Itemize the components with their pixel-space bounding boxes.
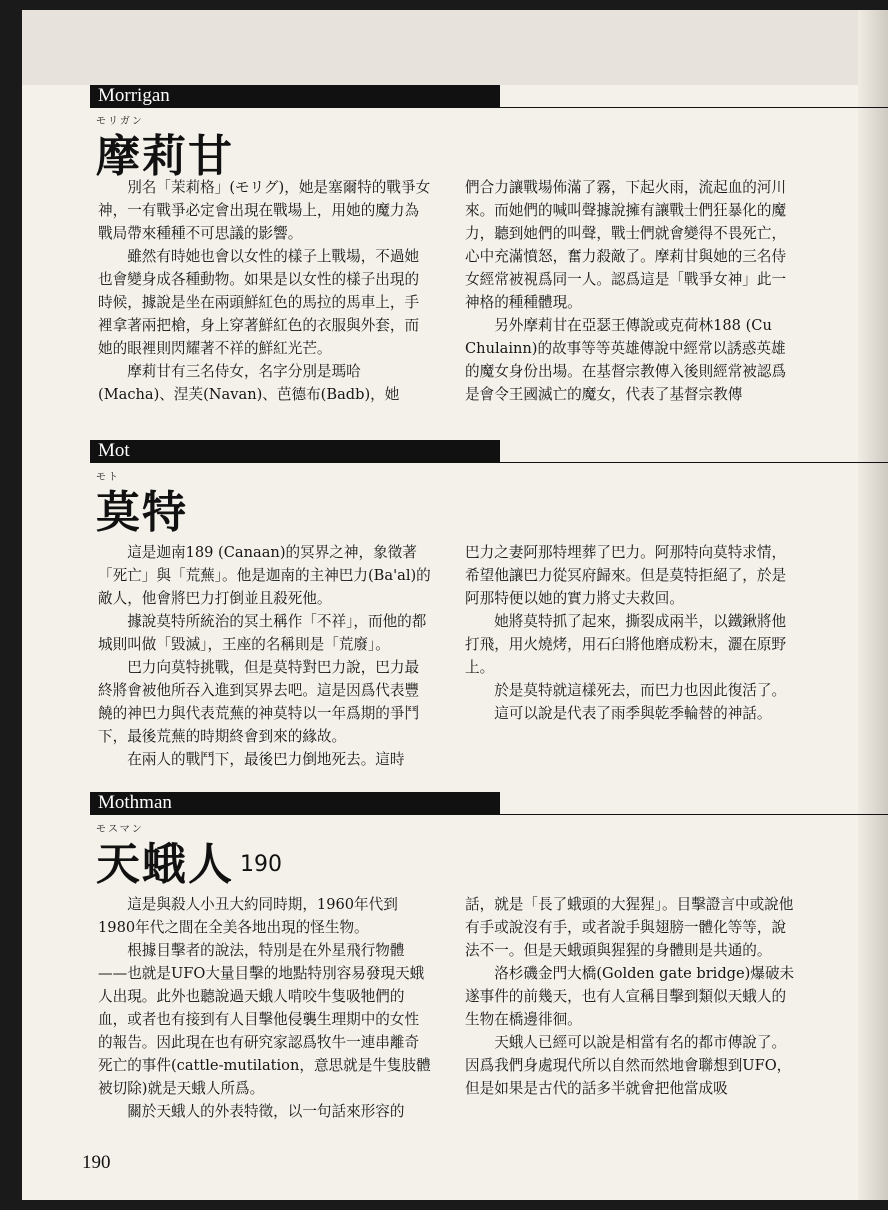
paragraph: 摩莉甘有三名侍女，名字分別是瑪哈(Macha)、涅芙(Navan)、芭德布(Badb)，她 bbox=[98, 363, 400, 403]
left-column bbox=[98, 176, 432, 406]
entry-heading-bar bbox=[90, 440, 500, 462]
paragraph: 另外摩莉甘在亞瑟王傳說或克荷林188 (Cu Chulainn)的故事等等英雄傳說中經常以誘惑英雄的魔女身份出場。在基督宗教傳入後則經常被認爲是會令王國滅亡的魔女，代表了基督宗教傳 bbox=[465, 317, 787, 403]
paragraph: 別名「茉莉格」(モリグ)，她是塞爾特的戰爭女神，一有戰爭必定會出現在戰場上，用她的魔力為戰局帶來種種不可思議的影響。 bbox=[98, 179, 431, 242]
page-gutter-shadow bbox=[858, 10, 888, 1200]
left-column bbox=[98, 893, 432, 1123]
paragraph: 這是與殺人小丑大約同時期，1960年代到1980年代之間在全美各地出現的怪生物。 bbox=[98, 896, 398, 936]
entry-heading-bar bbox=[90, 792, 500, 814]
entry-kana: モリガン bbox=[96, 116, 144, 127]
entry-heading-bar bbox=[90, 85, 500, 107]
heading-rule bbox=[90, 814, 888, 815]
paragraph: 天蛾人已經可以說是相當有名的都市傳說了。因爲我們身處現代所以自然而然地會聯想到UFO，但是如果是古代的話多半就會把他當成吸 bbox=[465, 1034, 792, 1097]
right-column bbox=[465, 176, 799, 406]
paragraph: 根據目擊者的說法，特別是在外星飛行物體——也就是UFO大量目擊的地點特別容易發現天蛾人出現。此外也聽說過天蛾人啃咬牛隻吸牠們的血，或者也有接到有人目擊他侵襲生理期中的女性的報告。因此現在也有研究家認爲牧牛一連串離奇死亡的事件(cattle-mutilation，意思就是牛隻肢體被切除)就是天蛾人所爲。 bbox=[98, 942, 431, 1097]
paragraph: 於是莫特就這樣死去，而巴力也因此復活了。 bbox=[494, 682, 787, 699]
paragraph: 雖然有時她也會以女性的樣子上戰場，不過她也會變身成各種動物。如果是以女性的樣子出現的時候，據說是坐在兩頭鮮紅色的馬拉的馬車上，手裡拿著兩把槍，身上穿著鮮紅色的衣服與外套，而她的眼裡則閃耀著不祥的鮮紅光芒。 bbox=[98, 248, 420, 357]
entry-heading: Morrigan bbox=[98, 85, 170, 106]
page-number: 190 bbox=[82, 1152, 111, 1173]
paragraph: 巴力向莫特挑戰，但是莫特對巴力說，巴力最終將會被他所吞入進到冥界去吧。這是因爲代表豐饒的神巴力與代表荒蕪的神莫特以一年爲期的爭鬥下，最後荒蕪的時期終會到來的緣故。 bbox=[98, 659, 420, 745]
entry-title: 天蛾人 190 bbox=[96, 839, 282, 890]
entry-kana: モト bbox=[96, 472, 120, 483]
paragraph: 這是迦南189 (Canaan)的冥界之神，象徵著「死亡」與「荒蕪」。他是迦南的主神巴力(Ba'al)的敵人，他會將巴力打倒並且殺死他。 bbox=[98, 544, 431, 607]
right-column bbox=[465, 541, 799, 725]
footnote-number: 190 bbox=[240, 852, 282, 877]
paragraph: 話，就是「長了蛾頭的大猩猩」。目擊證言中或說他有手或說沒有手，或者說手與翅膀一體化等等，說法不一。但是天蛾頭與猩猩的身體則是共通的。 bbox=[465, 896, 794, 959]
paragraph: 這可以說是代表了雨季與乾季輪替的神話。 bbox=[494, 705, 772, 722]
entry-title: 莫特 bbox=[96, 487, 188, 538]
paragraph: 在兩人的戰鬥下，最後巴力倒地死去。這時 bbox=[127, 751, 405, 768]
book-page bbox=[22, 10, 888, 1200]
paragraph: 她將莫特抓了起來，撕裂成兩半，以鐵鍬將他打飛，用火燒烤，用石臼將他磨成粉末，灑在原野上。 bbox=[465, 613, 787, 676]
entry-heading: Mothman bbox=[98, 792, 172, 813]
heading-rule bbox=[90, 462, 888, 463]
left-column bbox=[98, 541, 432, 771]
heading-rule bbox=[90, 107, 888, 108]
paragraph: 關於天蛾人的外表特徵，以一句話來形容的 bbox=[127, 1103, 405, 1120]
paragraph: 們合力讓戰場佈滿了霧，下起火雨，流起血的河川來。而她們的喊叫聲據說擁有讓戰士們狂暴化的魔力，聽到她們的叫聲，戰士們就會變得不畏死亡，心中充滿憤怒，奮力殺敵了。摩莉甘與她的三名侍女經常被視爲同一人。認爲這是「戰爭女神」此一神格的種種體現。 bbox=[465, 179, 787, 311]
entry-kana: モスマン bbox=[96, 824, 144, 835]
entry-heading: Mot bbox=[98, 440, 130, 461]
entry-title: 摩莉甘 bbox=[96, 131, 234, 182]
previous-page-shadow bbox=[22, 10, 888, 85]
paragraph: 據說莫特所統治的冥土稱作「不祥」，而他的都城則叫做「毀滅」，王座的名稱則是「荒廢」。 bbox=[98, 613, 427, 653]
right-column bbox=[465, 893, 799, 1100]
paragraph: 洛杉磯金門大橋(Golden gate bridge)爆破未遂事件的前幾天，也有人宣稱目擊到類似天蛾人的生物在橋邊徘徊。 bbox=[465, 965, 795, 1028]
paragraph: 巴力之妻阿那特埋葬了巴力。阿那特向莫特求情，希望他讓巴力從冥府歸來。但是莫特拒絕了，於是阿那特便以她的實力將丈夫救回。 bbox=[465, 544, 787, 607]
